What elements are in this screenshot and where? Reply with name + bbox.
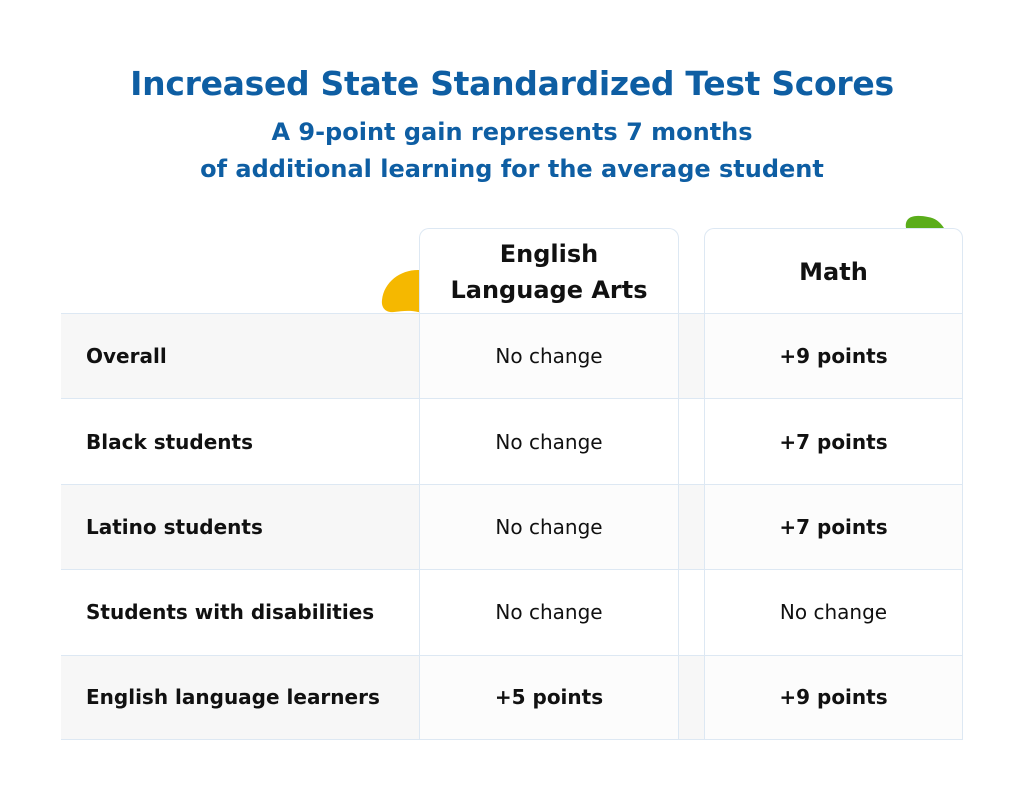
column-header-ela-line2: Language Arts <box>450 275 648 304</box>
subtitle-line-1: A 9-point gain represents 7 months <box>271 118 753 146</box>
table-row <box>61 569 963 654</box>
table-row <box>61 398 963 483</box>
page-title: Increased State Standardized Test Scores <box>130 64 894 103</box>
row-label: Students with disabilities <box>86 600 375 625</box>
ela-value: No change <box>419 314 679 398</box>
table-row <box>61 313 963 398</box>
table-row <box>61 655 963 740</box>
table-row <box>61 484 963 569</box>
subtitle-line-2: of additional learning for the average student <box>200 155 824 183</box>
math-value: +7 points <box>704 485 963 569</box>
math-value: +9 points <box>704 314 963 398</box>
ela-value: +5 points <box>419 656 679 739</box>
math-value: No change <box>704 570 963 654</box>
column-header-ela-line1: English <box>499 239 599 268</box>
ela-value: No change <box>419 399 679 483</box>
results-table <box>61 313 963 740</box>
math-value: +9 points <box>704 656 963 739</box>
math-value: +7 points <box>704 399 963 483</box>
column-header-math: Math <box>704 228 963 314</box>
ela-value: No change <box>419 485 679 569</box>
row-label: English language learners <box>86 685 380 710</box>
column-header-ela <box>419 228 679 314</box>
row-label: Black students <box>86 429 254 454</box>
row-label: Overall <box>86 344 167 369</box>
row-label: Latino students <box>86 514 263 539</box>
ela-value: No change <box>419 570 679 654</box>
